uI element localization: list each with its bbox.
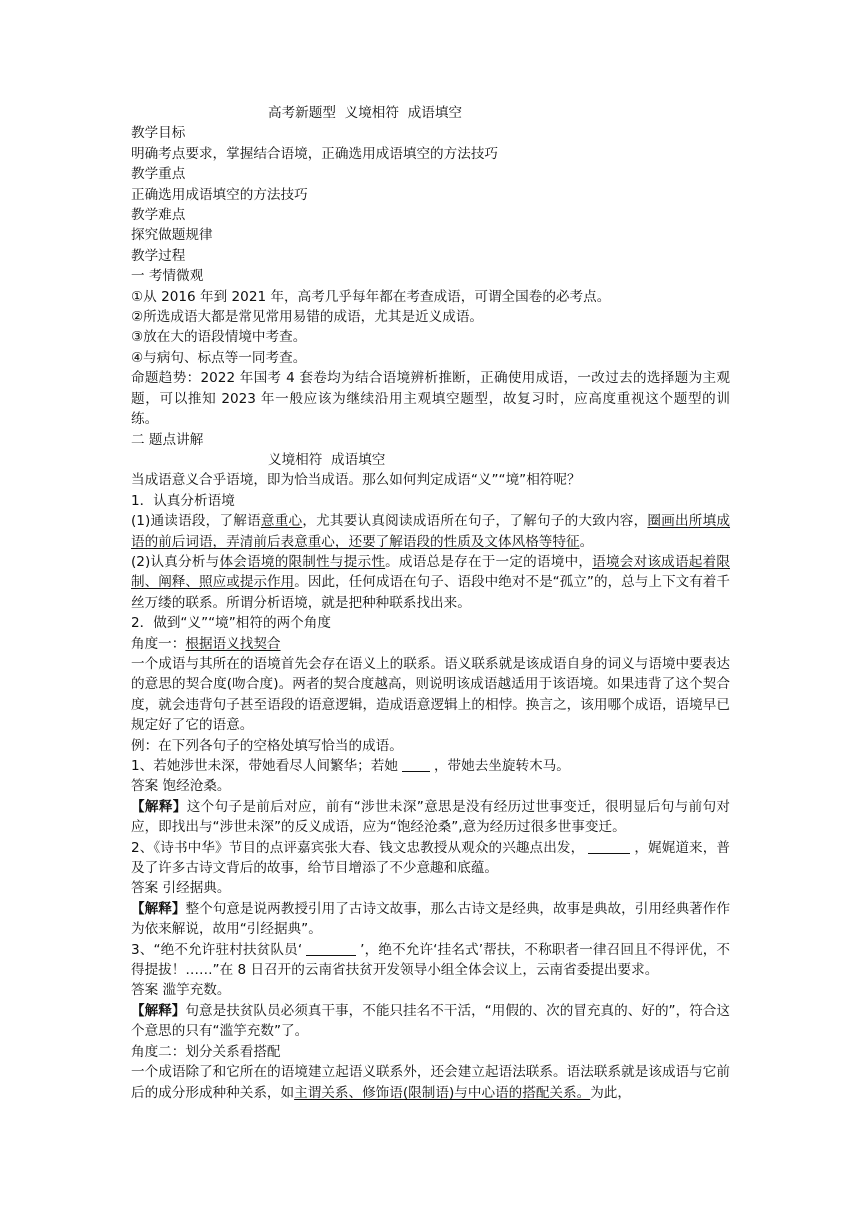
section-1-title: 一 考情微观	[131, 268, 204, 285]
angle-1-body: 一个成语与其所在的语境首先会存在语义上的联系。语义联系就是该成语自身的词义与语境中要表达的意思的契合度(吻合度)。两者的契合度越高，则说明该成语越适用于该语境。如果违背了这个契合度，就会违背句子甚至语段的语意逻辑，造成语意逻辑上的相悖。换言之，该用哪个成语，语境早已规定好了它的语意。	[131, 655, 730, 734]
heading-goal: 教学目标	[131, 125, 186, 142]
example-intro: 例：在下列各句子的空格处填写恰当的成语。	[131, 737, 403, 754]
question-3: 3、“绝不允许驻村扶贫队员‘ ’，绝不允许‘挂名式’帮扶，不称职者一律召回且不得评优，不得提拔！……”在 8 日召开的云南省扶贫开发领导小组全体会议上，云南省委提出要求。	[131, 941, 731, 979]
answer-3: 答案 滥竽充数。	[131, 982, 231, 999]
section-1-item: ①从 2016 年到 2021 年，高考几乎每年都在考查成语，可谓全国卷的必考点。	[131, 288, 611, 305]
angle-2-body: 一个成语除了和它所在的语境建立起语义联系外，还会建立起语法联系。语法联系就是该成语与它前后的成分形成种种关系，如主谓关系、修饰语(限制语)与中心语的搭配关系。为此，	[131, 1064, 730, 1101]
difficulty-text: 探究做题规律	[131, 227, 213, 244]
question-1: 1、若她涉世未深，带她看尽人间繁华；若她 ，带她去坐旋转木马。	[131, 758, 570, 774]
explanation-3: 【解释】句意是扶贫队员必须真干事，不能只挂名不干活，“用假的、次的冒充真的、好的”，符合这个意思的只有“滥竽充数”了。	[131, 1002, 731, 1040]
section-2-title: 二 题点讲解	[131, 431, 204, 448]
goal-text: 明确考点要求，掌握结合语境，正确选用成语填空的方法技巧	[131, 145, 499, 162]
angle-1-title: 角度一：根据语义找契合	[131, 635, 281, 652]
heading-difficulty: 教学难点	[131, 207, 186, 224]
explanation-1: 【解释】这个句子是前后对应，前有“涉世未深”意思是没有经历过世事变迁，很明显后句与前句对应，即找出与“涉世未深”的反义成语，应为“饱经沧桑”,意为经历过很多世事变迁。	[131, 798, 731, 836]
section-1-item: ②所选成语大都是常见常用易错的成语，尤其是近义成语。	[131, 309, 484, 326]
answer-1: 答案 饱经沧桑。	[131, 778, 231, 795]
document-title: 高考新题型 义境相符 成语填空	[268, 105, 463, 121]
point-1-title: 1．认真分析语境	[131, 492, 235, 509]
question-2: 2、《诗书中华》节目的点评嘉宾张大春、钱文忠教授从观众的兴趣点出发， ，娓娓道来，普及了许多古诗文背后的故事，给节目增添了不少意趣和底蕴。	[131, 839, 731, 877]
key-text: 正确选用成语填空的方法技巧	[131, 186, 308, 203]
explanation-2: 【解释】整个句意是说两教授引用了古诗文故事，那么古诗文是经典，故事是典故，引用经典著作作为依来解说，故用“引经据典”。	[131, 900, 731, 938]
heading-key: 教学重点	[131, 166, 186, 183]
blank-line	[588, 839, 630, 854]
answer-2: 答案 引经据典。	[131, 880, 231, 897]
blank-line	[402, 757, 430, 772]
section-1-item: ④与病句、标点等一同考查。	[131, 349, 307, 366]
intro-paragraph: 当成语意义合乎语境，即为恰当成语。那么如何判定成语“义”“境”相符呢？	[131, 472, 581, 489]
angle-2-title: 角度二：划分关系看搭配	[131, 1043, 281, 1060]
trend-paragraph: 命题趋势：2022 年国考 4 套卷均为结合语境辨析推断，正确使用成语，一改过去的选择题为主观题，可以推知 2023 年一般应该为继续沿用主观填空题型，故复习时，应高度重视这个题型的训练。	[131, 370, 730, 428]
point-1b-paragraph: (2)认真分析与体会语境的限制性与提示性。成语总是存在于一定的语境中，语境会对该成语起着限制、阐释、照应或提示作用。因此，任何成语在句子、语段中绝对不是“孤立”的，总与上下文有着千丝万缕的联系。所谓分析语境，就是把种种联系找出来。	[131, 553, 730, 611]
point-1a-paragraph: (1)通读语段，了解语意重心，尤其要认真阅读成语所在句子，了解句子的大致内容，圈画出所填成语的前后词语，弄清前后表意重心，还要了解语段的性质及文体风格等特征。	[131, 513, 731, 550]
document-body	[131, 103, 730, 1103]
section-1-item: ③放在大的语段情境中考查。	[131, 329, 307, 346]
heading-process: 教学过程	[131, 247, 186, 264]
section-2-subtitle: 义境相符 成语填空	[268, 451, 386, 468]
blank-line	[306, 941, 356, 956]
point-2-title: 2．做到“义”“境”相符的两个角度	[131, 615, 331, 632]
